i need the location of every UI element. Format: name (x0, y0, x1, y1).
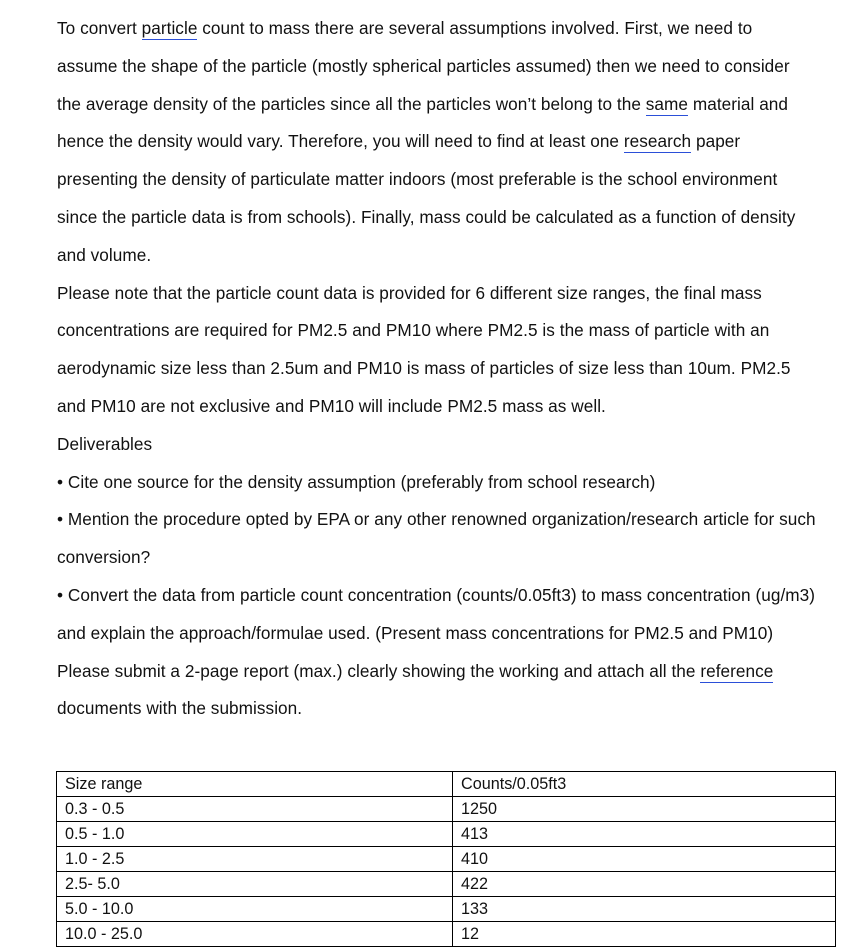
cell-count: 12 (453, 922, 836, 947)
cell-size-range: 10.0 - 25.0 (57, 922, 453, 947)
paragraph-intro: To convert particle count to mass there are several assumptions involved. First, we need to assume the shape of the particle (mostly spherical particles assumed) then we need to consider the average density of the particles since all the particles won’t belong to the same material and hence the density would vary. Therefore, you will need to find at least one research paper presenting the density of particulate matter indoors (most preferable is the school environment since the particle data is from schools). Finally, mass could be calculated as a function of density and volume. (57, 18, 796, 265)
table-row (57, 922, 836, 947)
bullet-item-epa-procedure: • Mention the procedure opted by EPA or any other renowned organization/research article for such conversion? (57, 509, 816, 568)
table-row (57, 797, 836, 822)
particle-count-table-wrapper (56, 771, 835, 947)
particle-count-table (56, 771, 836, 947)
bullet-item-convert-data: • Convert the data from particle count concentration (counts/0.05ft3) to mass concentration (ug/m3) and explain the approach/formulae used. (Present mass concentrations for PM2.5 and PM10) (57, 584, 816, 643)
deliverables-heading: Deliverables (57, 433, 153, 454)
cell-count: 413 (453, 822, 836, 847)
cell-size-range: 0.3 - 0.5 (57, 797, 453, 822)
table-row (57, 897, 836, 922)
cell-count: 410 (453, 847, 836, 872)
inline-link-research[interactable]: research (623, 131, 692, 152)
cell-size-range: 1.0 - 2.5 (57, 847, 453, 872)
document-body (57, 10, 817, 728)
table-header-counts: Counts/0.05ft3 (453, 772, 836, 797)
bullet-item-cite-source: • Cite one source for the density assumption (preferably from school research) (57, 471, 656, 492)
table-header-size-range: Size range (57, 772, 453, 797)
table-body (57, 772, 836, 947)
table-header-row (57, 772, 836, 797)
inline-link-same[interactable]: same (645, 93, 689, 114)
table-row (57, 872, 836, 897)
inline-link-particle[interactable]: particle (141, 18, 198, 38)
table-row (57, 847, 836, 872)
cell-size-range: 0.5 - 1.0 (57, 822, 453, 847)
cell-count: 133 (453, 897, 836, 922)
table-row (57, 822, 836, 847)
paragraph-note: Please note that the particle count data is provided for 6 different size ranges, the final mass concentrations are required for PM2.5 and PM10 where PM2.5 is the mass of particle with an aerodynamic size less than 2.5um and PM10 is mass of particles of size less than 10um. PM2.5 and PM10 are not exclusive and PM10 will include PM2.5 mass as well. (57, 282, 791, 416)
paragraph-submission: Please submit a 2-page report (max.) clearly showing the working and attach all the reference documents with the submission. (57, 660, 774, 719)
cell-count: 422 (453, 872, 836, 897)
cell-size-range: 5.0 - 10.0 (57, 897, 453, 922)
cell-size-range: 2.5- 5.0 (57, 872, 453, 897)
cell-count: 1250 (453, 797, 836, 822)
inline-link-reference[interactable]: reference (700, 660, 774, 681)
